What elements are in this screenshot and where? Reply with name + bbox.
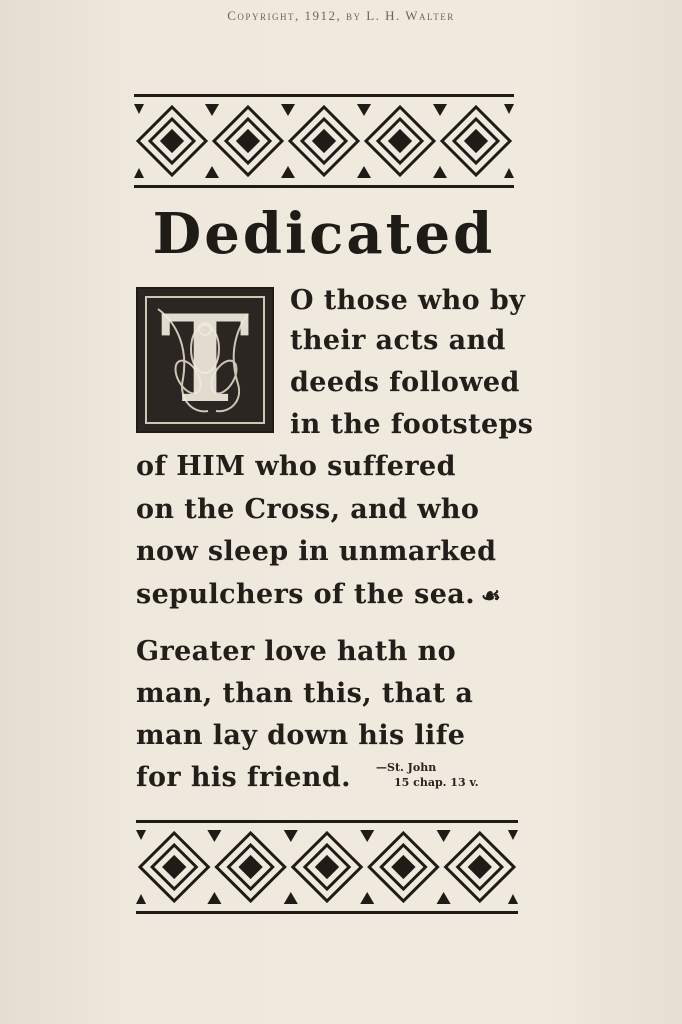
- verse-line: for his friend.: [136, 762, 351, 793]
- dedication-line: their acts and: [290, 325, 506, 356]
- dedication-line: now sleep in unmarked: [136, 536, 497, 567]
- fleuron-icon: ☙: [481, 583, 502, 609]
- copyright-notice: Copyright, 1912, by L. H. Walter: [227, 8, 455, 23]
- ornament-pattern-icon: [134, 92, 514, 190]
- dedication-heading: Dedicated: [152, 201, 496, 267]
- top-ornamental-border: [134, 92, 514, 190]
- initial-letter: T: [160, 289, 250, 430]
- dedication-line: O those who by: [290, 285, 526, 316]
- scripture-citation: [372, 760, 512, 790]
- verse-line: Greater love hath no: [136, 636, 457, 667]
- bottom-ornamental-border: [136, 818, 518, 916]
- dedication-line: on the Cross, and who: [136, 494, 480, 525]
- verse-line: man, than this, that a: [136, 678, 474, 709]
- dedication-line-last: [136, 575, 501, 616]
- dedication-line: in the footsteps: [290, 409, 534, 440]
- citation-verse: 15 chap. 13 v.: [394, 776, 479, 789]
- dedication-line-text: sepulchers of the sea.: [136, 579, 475, 610]
- ornament-pattern-icon: [136, 818, 518, 916]
- dedication-line: deeds followed: [290, 367, 520, 398]
- dedication-line: of HIM who suffered: [136, 451, 456, 482]
- citation-book: —St. John: [376, 761, 437, 774]
- verse-line: man lay down his life: [136, 720, 466, 751]
- illuminated-initial: [136, 287, 274, 433]
